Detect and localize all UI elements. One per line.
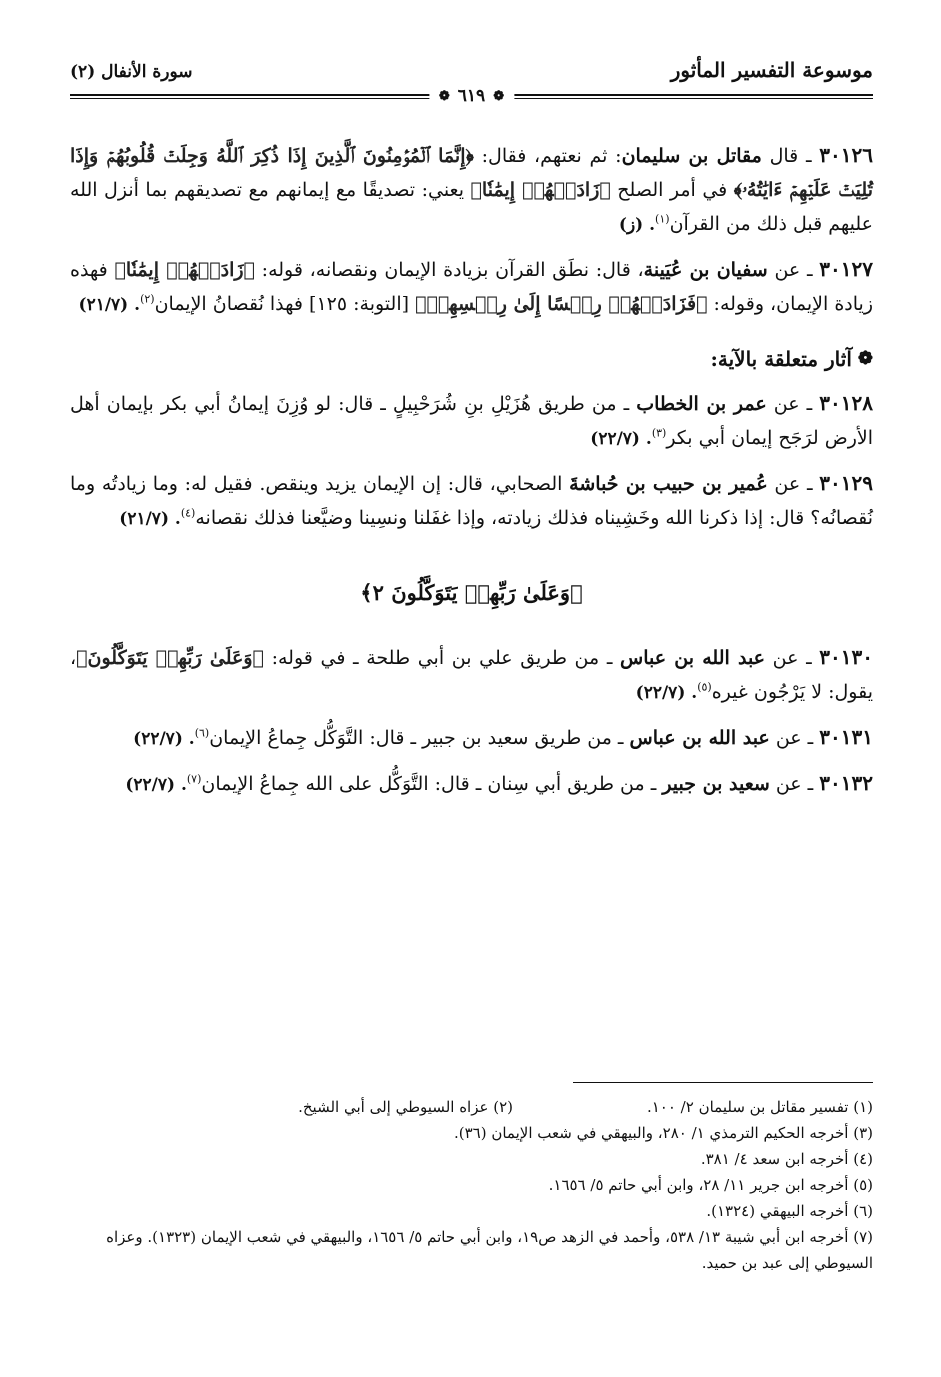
page-number: ٦١٩: [457, 86, 486, 106]
entry-reference: . (٢٢/٧): [133, 729, 195, 749]
entry-text: ـ من طريق علي بن أبي طلحة ـ في قوله:: [263, 647, 621, 669]
footnote-3: (٣) أخرجه الحكيم الترمذي ١/ ٢٨٠، والبيهقي في شعب الإيمان (٣٦).: [453, 1124, 873, 1142]
entry-reference: . (٢١/٧): [119, 509, 181, 529]
narrator-name: عمر بن الخطاب: [636, 393, 767, 415]
narrator-name: سعيد بن جبير: [662, 773, 770, 795]
entry-30129: [70, 466, 873, 536]
page-number-box: [429, 86, 514, 106]
footnote-6: (٦) أخرجه البيهقي (١٣٢٤).: [706, 1202, 873, 1220]
quran-quote: ﴿إِنَّمَا ٱلۡمُؤۡمِنُونَ ٱلَّذِينَ إِذَا ذُكِرَ ٱللَّهُ وَجِلَتۡ قُلُوبُهُمۡ وَإِذَا تُلِيَتۡ عَلَيۡهِمۡ ءَايَٰتُهُۥ﴾: [70, 145, 873, 201]
entry-number: ٣٠١٣٠: [819, 645, 873, 669]
footnote-5: (٥) أخرجه ابن جرير ١١/ ٢٨، وابن أبي حاتم ٥/ ١٦٥٦.: [548, 1176, 873, 1194]
surah-title: سورة الأنفال (٢): [70, 62, 193, 82]
entry-30130: [70, 640, 873, 710]
entry-reference: . (٢٢/٧): [635, 683, 698, 703]
entry-text: فهذه زيادة الإيمان، وقوله:: [70, 259, 873, 315]
quran-quote: ﴿وَعَلَىٰ رَبِّهِمۡ يَتَوَكَّلُونَ﴾: [76, 647, 264, 669]
entry-text: ـ قال: [761, 145, 820, 167]
entry-number: ٣٠١٢٧: [819, 257, 873, 281]
narrator-name: عبد الله بن عباس: [620, 647, 766, 669]
entry-reference: . (٢١/٧): [78, 295, 141, 315]
book-title: موسوعة التفسير المأثور: [670, 58, 873, 82]
footnote-4: (٤) أخرجه ابن سعد ٤/ ٣٨١.: [700, 1150, 873, 1168]
narrator-name: مقاتل بن سليمان: [621, 145, 762, 167]
footnote-marker: (٤): [180, 506, 196, 520]
footnote-marker: (١): [655, 212, 670, 226]
ornament-icon: ❁: [493, 88, 505, 104]
footnote-2: (٢) عزاه السيوطي إلى أبي الشيخ.: [298, 1098, 513, 1116]
entry-text: ـ عن: [765, 647, 820, 669]
narrator-name: عُمير بن حبيب بن حُباشةَ: [569, 473, 768, 495]
footnote-7: (٧) أخرجه ابن أبي شيبة ١٣/ ٥٣٨، وأحمد في الزهد ص١٩، وابن أبي حاتم ٥/ ١٦٥٦، والبيهقي في شعب الإيمان (١٣٢٣). وعزاه السيوطي إلى عبد بن حميد.: [106, 1228, 873, 1272]
entry-text: يعني: تصديقًا مع إيمانهم مع تصديقهم بما أنزل الله عليهم قبل ذلك من القرآن: [70, 179, 873, 235]
page: [70, 58, 873, 1377]
flower-icon: ❁: [857, 348, 873, 369]
footnote-marker: (٥): [697, 680, 712, 694]
quran-quote: ﴿فَزَادَتۡهُمۡ رِجۡسًا إِلَىٰ رِجۡسِهِمۡ﴾: [415, 293, 708, 315]
quran-quote: ﴿زَادَتۡهُمۡ إِيمَٰنٗا﴾: [114, 259, 255, 281]
entry-reference: . (٢٢/٧): [125, 775, 187, 795]
footnote-marker: (٢): [140, 292, 155, 306]
entry-text: [التوبة: ١٢٥] فهذا نُقصانُ الإيمان: [154, 293, 416, 315]
entry-text: ـ من طريق هُزَيْلِ بنِ شُرَحْبِيلٍ ـ قال: لو وُزِنَ إيمانُ أبي بكر بإيمان أهل الأرض لرَجَح إيمان أبي بكر: [70, 393, 873, 449]
entry-text: ـ عن: [766, 393, 820, 415]
entry-text: ـ عن: [769, 773, 820, 795]
section-heading: [70, 342, 873, 376]
entry-reference: . (٢٢/٧): [590, 429, 652, 449]
entry-text: ، يقول: لا يَرْجُون غيره: [70, 647, 873, 703]
footnote-row: [70, 1094, 873, 1120]
entry-text: في أمر الصلح: [610, 179, 734, 201]
narrator-name: سفيان بن عُيَينة: [643, 259, 768, 281]
entry-30128: [70, 386, 873, 456]
footnote-marker: (٦): [194, 726, 210, 740]
entry-text: ـ من طريق سعيد بن جبير ـ قال: التَّوَكُّل جِماعُ الإيمان: [209, 727, 630, 749]
entry-text: ـ من طريق أبي سِنان ـ قال: التَّوَكُّل على الله جِماعُ الإيمان: [201, 773, 663, 795]
footnotes: [70, 1094, 873, 1276]
entry-30132: [70, 766, 873, 802]
entry-text: ـ عن: [767, 473, 820, 495]
entry-text: الصحابي، قال: إن الإيمان يزيد وينقص. فقيل له: وما زيادتُه وما نُقصانُه؟ قال: إذا ذكرنا الله وخَشِيناه فذلك زيادته، وإذا غفَلنا ونسِينا وضيَّعنا فذلك نقصانه: [70, 473, 873, 529]
entry-number: ٣٠١٢٨: [819, 391, 873, 415]
entry-reference: . (ز): [618, 215, 656, 235]
main-text: [70, 138, 873, 812]
entry-30127: [70, 252, 873, 322]
footnote-marker: (٧): [186, 772, 202, 786]
entry-number: ٣٠١٣٢: [819, 771, 873, 795]
entry-number: ٣٠١٢٦: [819, 143, 873, 167]
footnote-marker: (٣): [651, 426, 667, 440]
narrator-name: عبد الله بن عباس: [629, 727, 770, 749]
quran-quote: ﴿زَادَتۡهُمۡ إِيمَٰنٗا﴾: [470, 179, 611, 201]
entry-text: ـ عن: [769, 727, 820, 749]
section-heading-text: آثار متعلقة بالآية:: [710, 347, 852, 371]
entry-text: : ثم نعتهم، فقال:: [473, 145, 622, 167]
entry-30126: [70, 138, 873, 242]
entry-30131: [70, 720, 873, 756]
entry-text: ـ عن: [767, 259, 820, 281]
footnote-1: (١) تفسير مقاتل بن سليمان ٢/ ١٠٠.: [646, 1098, 873, 1116]
entry-number: ٣٠١٣١: [819, 725, 873, 749]
ornament-icon: ❁: [438, 88, 450, 104]
verse-heading: ﴿وَعَلَىٰ رَبِّهِمۡ يَتَوَكَّلُونَ ٢﴾: [360, 580, 583, 605]
entry-text: ، قال: نطَق القرآن بزيادة الإيمان ونقصانه، قوله:: [254, 259, 644, 281]
footnote-separator: [573, 1082, 873, 1083]
entry-number: ٣٠١٢٩: [819, 471, 873, 495]
